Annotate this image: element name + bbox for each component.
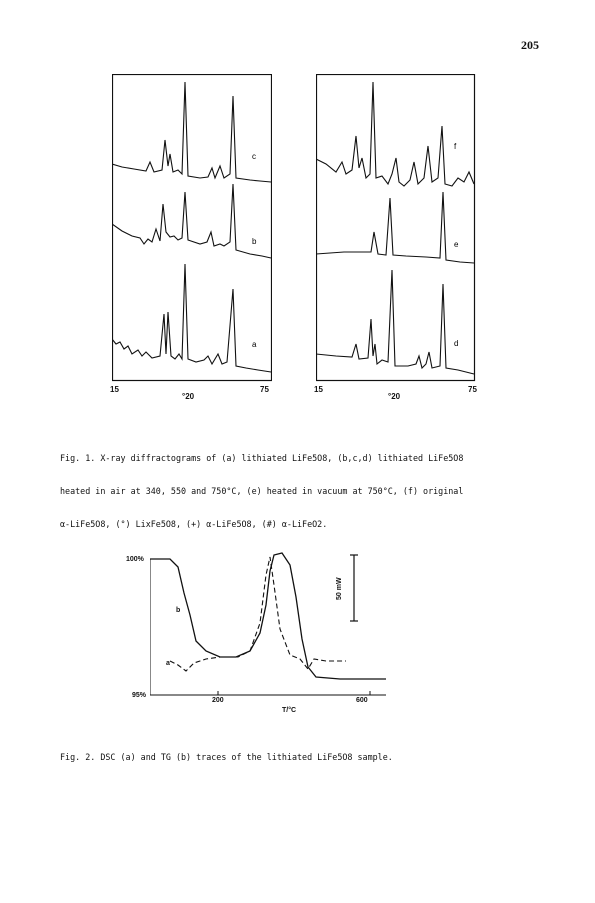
fig1-caption [60,431,463,541]
fig2-x-tick-200: 200 [212,697,224,704]
xrd-panel-right [316,74,476,386]
fig1-caption-line-2: heated in air at 340, 550 and 750°C, (e) heated in vacuum at 750°C, (f) original [60,486,464,496]
right-x-min: 15 [314,385,323,394]
right-x-label: °20 [388,392,401,401]
xrd-panel-left [112,74,272,386]
tg-curve-b [150,553,386,679]
left-x-label: °20 [182,392,195,401]
xrd-trace-b [112,184,271,258]
xrd-trace-f [316,82,474,186]
fig2-caption: Fig. 2. DSC (a) and TG (b) traces of the lithiated LiFe5O8 sample. [60,752,393,762]
trace-label-d: d [454,339,459,348]
dsc-curve-a [170,557,346,671]
fig1-caption-line-3: α-LiFe5O8, (°) LixFe5O8, (+) α-LiFe5O8, (#) α-LiFeO2. [60,519,328,529]
trace-label-b: b [252,237,257,246]
xrd-trace-c [112,82,271,182]
fig2-curve-b-label: b [176,607,181,614]
fig2-curve-a-label: a [166,660,170,667]
trace-label-a: a [252,340,257,349]
fig2-x-tick-600: 600 [356,697,368,704]
xrd-trace-d [316,270,474,374]
fig2-y-top: 100% [126,556,144,563]
trace-label-f: f [454,142,457,151]
right-x-max: 75 [468,385,477,394]
trace-label-e: e [454,240,459,249]
xrd-trace-a [112,264,271,372]
trace-label-c: c [252,152,256,161]
page-number: 205 [521,38,539,52]
left-x-max: 75 [260,385,269,394]
xrd-trace-e [316,192,474,263]
fig2-scale-label: 50 mW [336,577,343,600]
fig2-plot [150,545,390,709]
fig2-y-bottom: 95% [132,692,147,699]
left-x-min: 15 [110,385,119,394]
fig2-x-label: T/°C [282,707,297,714]
fig1-caption-line-1: Fig. 1. X-ray diffractograms of (a) lithiated LiFe5O8, (b,c,d) lithiated LiFe5O8 [60,453,464,463]
